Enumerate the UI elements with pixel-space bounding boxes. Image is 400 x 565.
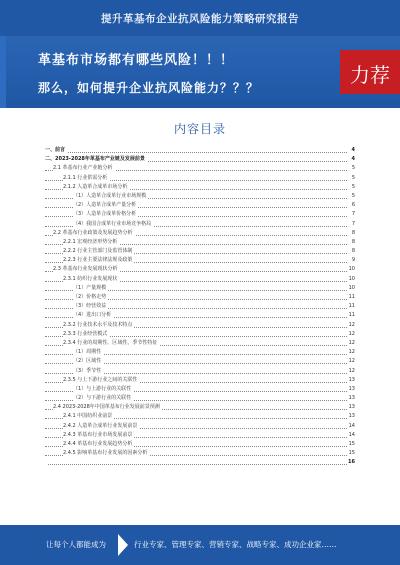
toc-entry[interactable] [45,256,355,265]
toc-entry-text: （4）我国合成革行业市场竞争格局 [73,220,152,227]
toc-entry[interactable] [45,394,355,403]
toc-entry[interactable] [45,431,355,440]
toc-entry[interactable] [45,174,355,183]
toc-entry-page: 11 [348,293,355,302]
toc-heading: 内容目录 [173,122,226,136]
toc-entry[interactable] [45,449,355,458]
toc-entry-text: 2.3.1 纺织行业发展现状 [63,275,118,282]
toc-entry-text: （3）人造革合成革价格分析 [73,211,137,218]
toc-entry-text: 二、2023-2028年革基布产业链及发展前景 [45,156,145,163]
toc-entry-page: 14 [348,431,355,440]
toc-entry-text: 2.4.2 人造革合成革行业发展前景 [63,422,138,429]
toc-entry-page: 15 [348,449,355,458]
toc-entry-text: 2.3.4 行业的周期性、区域性、季节性特征 [63,339,158,346]
toc-entry-page: 4 [351,155,355,164]
toc-entry-text: （2）价格走势 [73,294,107,300]
report-header-bar [0,0,400,36]
toc-entry-text: 2.4.1 中国纺织业前景 [63,413,113,420]
footer-bar [0,525,400,565]
toc-entry[interactable] [45,229,355,238]
toc-entry-text: 2.2.2 行业主管部门及监管体制 [63,248,133,255]
toc-entry-page: 11 [348,302,355,311]
toc-entry[interactable] [45,385,355,394]
toc-entry-page: 13 [348,394,355,403]
toc-entry-page: 16 [347,458,355,467]
toc-entry[interactable] [45,220,355,229]
toc-entry[interactable] [45,357,355,366]
toc-entry[interactable] [45,367,355,376]
toc-leader-dots [45,152,347,153]
toc-entry[interactable] [45,284,355,293]
toc-entry[interactable] [45,412,355,421]
toc-entry-text: （2）区域性 [73,358,102,365]
toc-leader-dots [45,464,347,465]
toc-entry-page: 10 [348,284,355,293]
toc-entry-text: 一、前言 [45,147,66,153]
toc-entry-page: 4 [351,146,355,155]
toc-entry[interactable] [45,293,355,302]
toc-entry-page: 8 [351,229,355,238]
toc-entry[interactable] [45,192,355,201]
toc-entry-text: （3）季节性 [73,367,102,374]
toc-entry-page: 13 [348,385,355,394]
toc-entry-page: 5 [351,183,355,192]
toc-entry-page: 5 [351,174,355,183]
toc-entry-page: 7 [351,220,355,229]
hero-subheadline: 那么，如何提升企业抗风险能力？？？ [38,81,260,95]
toc-entry[interactable] [45,275,355,284]
toc-entry-text: （1）周期性 [73,349,102,356]
toc-entry[interactable] [45,422,355,431]
toc-entry[interactable] [45,201,355,210]
toc-entry-page: 11 [348,311,355,320]
toc-entry-page: 14 [348,422,355,431]
toc-entry[interactable] [45,210,355,219]
toc-entry[interactable] [45,348,355,357]
arrow-right-icon [118,534,128,556]
toc-entry-page: 12 [348,367,355,376]
footer-slogan-left: 让每个人都能成为 [46,540,106,549]
toc-entry[interactable] [45,376,355,385]
toc-entry-text: 2.2 革基布行业政策及发展趋势分析 [53,229,133,236]
toc-entry-text: 2.3.3 行业经营模式 [63,330,108,337]
toc-entry-page: 9 [351,256,355,265]
toc-entry-page: 12 [348,321,355,330]
toc-entry-page: 12 [348,357,355,366]
toc-entry[interactable] [45,321,355,330]
toc-entry-text: 2.4.5 影响革基布行业发展的因素分析 [63,450,148,457]
toc-entry-text [45,459,47,465]
toc-entry-text: 2.1 革基布行业产业链分析 [53,165,113,172]
toc-entry-page: 5 [351,164,355,173]
toc-entry[interactable] [45,330,355,339]
toc-entry-page: 13 [348,376,355,385]
recommend-badge-text: 力荐 [350,63,390,87]
toc-entry-text: 2.4 2023-2028年中国革基布行业发展前景预测 [53,404,160,411]
toc-entry-text: （4）进出口分析 [73,312,112,319]
toc-entry[interactable] [45,403,355,412]
toc-entry[interactable] [45,155,355,164]
toc-entry[interactable] [45,183,355,192]
toc-entry-page: 13 [348,403,355,412]
toc-entry[interactable] [45,440,355,449]
toc-entry-page: 10 [348,265,355,274]
hero-headline: 革基布市场都有哪些风险！！！ [38,53,235,68]
toc-entry-page: 6 [351,201,355,210]
toc-entry-text: 2.2.1 宏观经济形势分析 [63,238,118,245]
toc-entry-text: 2.1.1 行业供需分析 [63,174,108,181]
footer-slogan-right: 行业专家、管理专家、营销专家、战略专家、成功企业家…… [134,540,337,549]
toc-entry-page: 8 [351,247,355,256]
toc-entry[interactable] [45,247,355,256]
recommend-badge [340,50,400,94]
toc-entry-text: （1）人造革合成革行业市场规模 [73,192,147,199]
toc-entry-page: 8 [351,238,355,247]
toc-entry-text: 2.3.5 与上下游行业之间的关联性 [63,376,138,383]
toc-entry-page: 12 [348,330,355,339]
toc-entry-page: 13 [348,412,355,421]
hero-stripe [0,36,6,108]
toc-entry-text: （1）与上游行业的关联性 [73,385,132,392]
toc-entry-text: 2.2.3 行业主要法律法规及政策 [63,257,133,264]
toc-entry-text: （1）产量规模 [73,284,107,291]
toc-entry[interactable] [45,311,355,320]
toc-entry[interactable] [45,339,355,348]
toc-entry-page: 7 [351,210,355,219]
toc-entry-text: 2.4.3 革基布行业市场发展前景 [63,431,133,438]
toc-entry-page: 15 [348,440,355,449]
table-of-contents [45,146,355,468]
toc-entry-text: 2.4.4 革基布行业发展趋势分析 [63,441,133,447]
toc-entry[interactable] [45,302,355,311]
toc-entry-page: 12 [348,348,355,357]
toc-entry-text: 2.3 革基布行业发展现状分析 [53,266,118,273]
report-title: 提升革基布企业抗风险能力策略研究报告 [101,13,299,25]
toc-entry[interactable] [45,164,355,173]
toc-entry[interactable] [45,458,355,467]
toc-entry[interactable] [45,146,355,155]
toc-entry-text: （2）人造革合成革产量分析 [73,202,137,209]
toc-entry-text: 2.1.2 人造革合成革市场分析 [63,183,128,190]
toc-entry-page: 10 [348,275,355,284]
toc-entry[interactable] [45,238,355,247]
toc-entry-page: 5 [351,192,355,201]
toc-entry-text: （2）与下游行业的关联性 [73,395,132,402]
toc-entry-page: 12 [348,339,355,348]
toc-entry[interactable] [45,265,355,274]
toc-entry-text: （3）经营效益 [73,303,107,310]
toc-entry-text: 2.3.2 行业技术水平及技术特点 [63,321,133,328]
